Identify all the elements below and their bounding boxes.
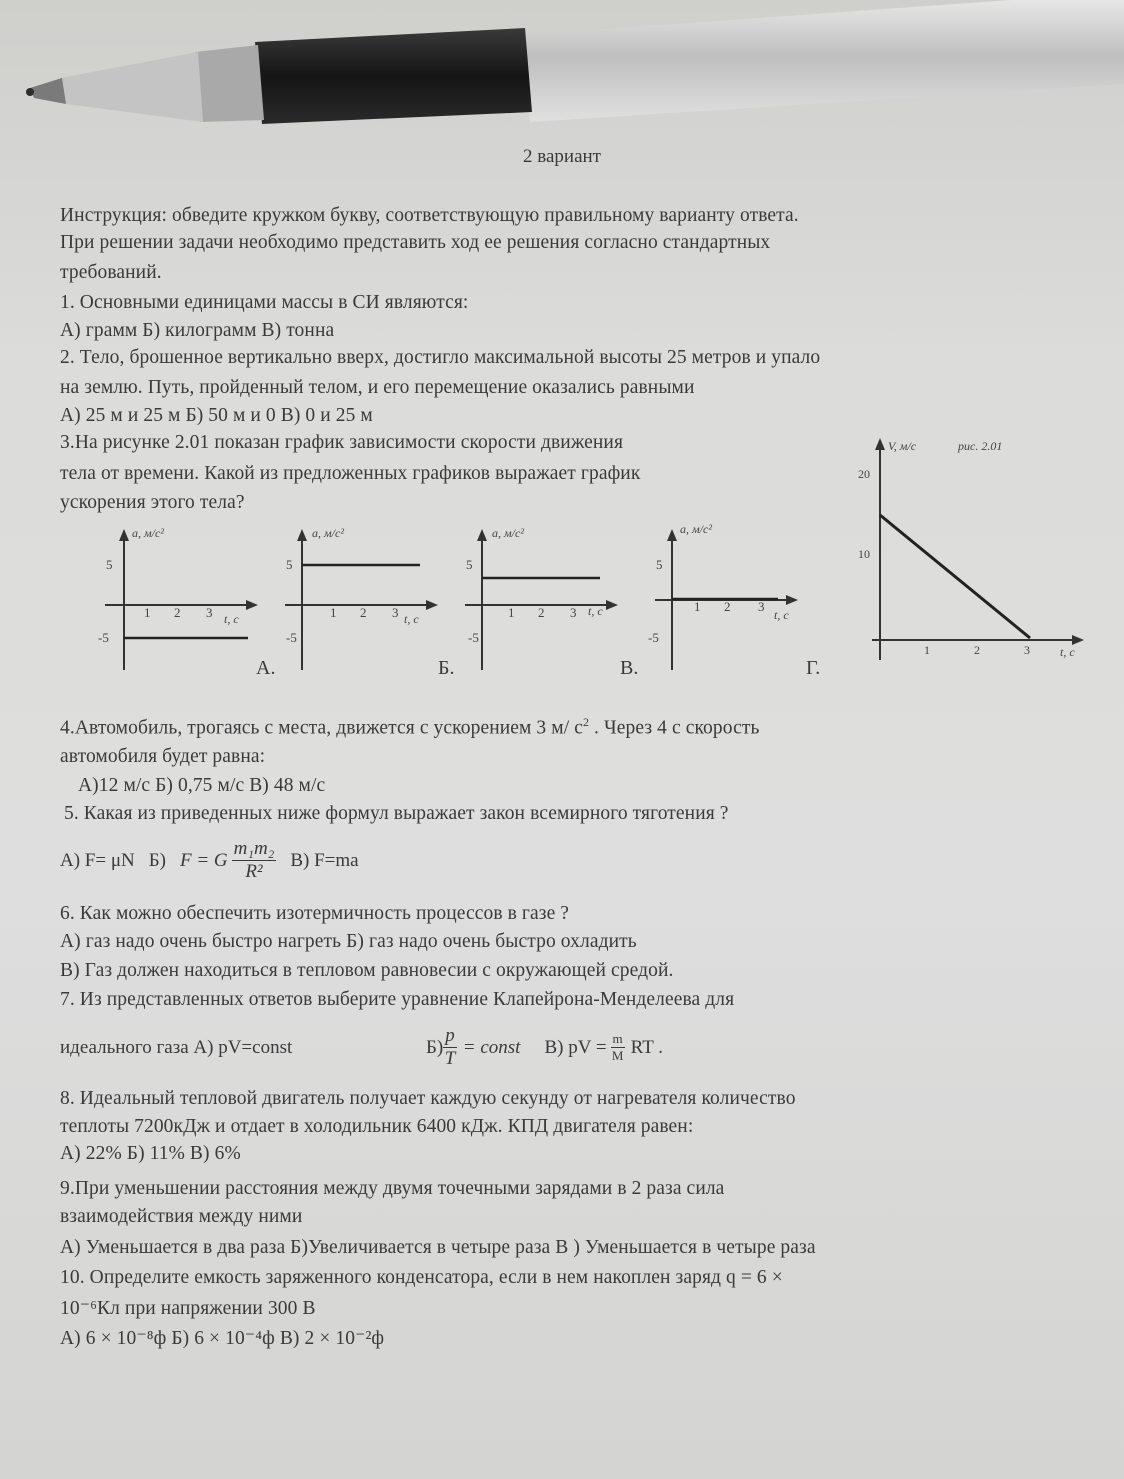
q7-option-b-rhs: = const <box>462 1036 521 1058</box>
q7-option-c-denominator: M <box>611 1048 624 1063</box>
instruction-line-3: требований. <box>60 262 162 283</box>
q7-text: 7. Из представленных ответов выберите уравнение Клапейрона-Менделеева для <box>60 989 735 1010</box>
q8-options: А) 22% Б) 11% В) 6% <box>60 1143 241 1164</box>
graph-v-tick-3: 3 <box>570 605 577 620</box>
q8-line-2: теплоты 7200кДж и отдает в холодильник 6400 кДж. КПД двигателя равен: <box>60 1116 694 1137</box>
velocity-fig-label: рис. 2.01 <box>958 439 1003 453</box>
q5-option-a: А) F= μN <box>60 849 135 871</box>
instruction-line-1: Инструкция: обведите кружком букву, соответствующую правильному варианту ответа. <box>60 205 799 226</box>
graph-g-tick-1: 1 <box>694 599 701 614</box>
graph-g-tick-neg5: -5 <box>648 630 659 645</box>
pen-icon <box>0 0 1124 140</box>
graph-b-tick-2: 2 <box>360 605 367 620</box>
q7-option-c-label: В) pV = <box>544 1036 607 1058</box>
q4-line-1 <box>60 715 759 740</box>
graph-a-y-label: a, м/с² <box>132 526 164 540</box>
q5-option-b-label: Б) <box>148 849 166 871</box>
q7-option-a: идеального газа А) pV=const <box>60 1036 293 1058</box>
q10-options: А) 6 × 10⁻⁸ф Б) 6 × 10⁻⁴ф В) 2 × 10⁻²ф <box>60 1328 385 1349</box>
q8-line-1: 8. Идеальный тепловой двигатель получает каждую секунду от нагревателя количество <box>60 1088 796 1109</box>
q7-option-c-numerator: m <box>612 1031 623 1046</box>
q5-option-c: В) F=ma <box>290 849 359 871</box>
q6-line-2: А) газ надо очень быстро нагреть Б) газ надо очень быстро охладить <box>60 931 637 952</box>
velocity-y-label: V, м/с <box>888 439 917 453</box>
graph-a-letter: А. <box>256 657 276 679</box>
q2-options: А) 25 м и 25 м Б) 50 м и 0 В) 0 и 25 м <box>60 405 373 426</box>
graph-g-letter: Г. <box>806 657 821 679</box>
q9-line-1: 9.При уменьшении расстояния между двумя точечными зарядами в 2 раза сила <box>60 1178 725 1199</box>
q7-option-b-numerator: p <box>445 1025 455 1046</box>
q4-line-2: автомобиля будет равна: <box>60 746 266 767</box>
graph-b-tick-1: 1 <box>330 605 337 620</box>
graph-v-tick-neg5: -5 <box>468 630 479 645</box>
q7-option-b-label: Б) <box>426 1036 444 1058</box>
graph-v-tick-1: 1 <box>508 605 515 620</box>
q7-option-c-fraction <box>611 1031 625 1064</box>
q10-line-1: 10. Определите емкость заряженного конденсатора, если в нем накоплен заряд q = 6 × <box>60 1267 783 1288</box>
graph-a-tick-neg5: -5 <box>98 630 109 645</box>
q4-line-1-tail: . Через 4 с скорость <box>589 717 760 739</box>
graph-a-tick-5: 5 <box>106 557 113 572</box>
graph-v-x-label: t, с <box>588 604 603 618</box>
q7-option-b-denominator: T <box>444 1048 456 1069</box>
graph-a-tick-3: 3 <box>206 605 213 620</box>
q5-options <box>60 838 359 883</box>
velocity-series-line <box>880 515 1030 638</box>
q6-line-3: В) Газ должен находиться в тепловом равновесии с окружающей средой. <box>60 960 674 981</box>
graph-b-x-label: t, с <box>404 612 419 626</box>
graph-g-tick-3: 3 <box>758 599 765 614</box>
graph-b-tick-neg5: -5 <box>286 630 297 645</box>
graph-a-tick-2: 2 <box>174 605 181 620</box>
q4-superscript: 2 <box>582 715 590 729</box>
graph-b-letter: Б. <box>438 657 455 679</box>
velocity-tick-1: 1 <box>924 643 930 657</box>
graph-a-x-label: t, с <box>224 612 239 626</box>
q3-line-3: ускорения этого тела? <box>60 492 245 513</box>
q2-line-2: на землю. Путь, пройденный телом, и его перемещение оказались равными <box>60 377 695 398</box>
q5-text: 5. Какая из приведенных ниже формул выражает закон всемирного тяготения ? <box>64 803 729 824</box>
graph-v-y-label: a, м/с² <box>492 526 524 540</box>
graph-g-tick-2: 2 <box>724 599 731 614</box>
graph-v-letter: В. <box>620 657 639 679</box>
graph-b-y-label: a, м/с² <box>312 526 344 540</box>
q4-line-1-text: 4.Автомобиль, трогаясь с места, движется с ускорением 3 м/ с <box>60 717 583 739</box>
q5-option-b-fraction <box>232 838 277 883</box>
graph-v-tick-2: 2 <box>538 605 545 620</box>
q6-text: 6. Как можно обеспечить изотермичность процессов в газе ? <box>60 903 570 924</box>
graph-b-tick-3: 3 <box>392 605 399 620</box>
q9-line-2: взаимодействия между ними <box>60 1206 303 1227</box>
velocity-tick-10: 10 <box>858 547 870 561</box>
graph-g-x-label: t, с <box>774 608 789 622</box>
graph-g-tick-5: 5 <box>656 557 663 572</box>
velocity-x-label: t, с <box>1060 645 1075 659</box>
q4-options: А)12 м/с Б) 0,75 м/с В) 48 м/с <box>78 775 326 796</box>
q7-option-c-rhs: RT . <box>630 1036 663 1058</box>
q9-options: А) Уменьшается в два раза Б)Увеличивается в четыре раза В ) Уменьшается в четыре раза <box>60 1237 816 1258</box>
q10-line-2: 10⁻⁶Кл при напряжении 300 В <box>60 1298 316 1319</box>
variant-title: 2 вариант <box>523 146 601 167</box>
q2-line-1: 2. Тело, брошенное вертикально вверх, достигло максимальной высоты 25 метров и упало <box>60 347 821 368</box>
graph-g-y-label: a, м/с² <box>680 522 712 536</box>
graph-b-tick-5: 5 <box>286 557 293 572</box>
q3-line-1: 3.На рисунке 2.01 показан график зависимости скорости движения <box>60 432 624 453</box>
graph-v-tick-5: 5 <box>466 557 473 572</box>
graph-a-tick-1: 1 <box>144 605 151 620</box>
q1-text: 1. Основными единицами массы в СИ являются: <box>60 292 469 313</box>
velocity-tick-2: 2 <box>974 643 980 657</box>
instruction-line-2: При решении задачи необходимо представить ход ее решения согласно стандартных <box>60 232 771 253</box>
q7-option-b-fraction <box>443 1025 457 1070</box>
q5-option-b-numerator: m₁m₂ <box>233 838 275 859</box>
q1-options: А) грамм Б) килограмм В) тонна <box>60 320 335 341</box>
velocity-tick-20: 20 <box>858 467 870 481</box>
q3-line-2: тела от времени. Какой из предложенных графиков выражает график <box>60 463 641 484</box>
velocity-tick-3: 3 <box>1024 643 1030 657</box>
q7-options <box>60 1025 663 1070</box>
velocity-graph <box>850 430 1090 670</box>
q5-option-b-lhs: F = G <box>180 849 228 871</box>
q5-option-b-denominator: R² <box>245 861 263 882</box>
